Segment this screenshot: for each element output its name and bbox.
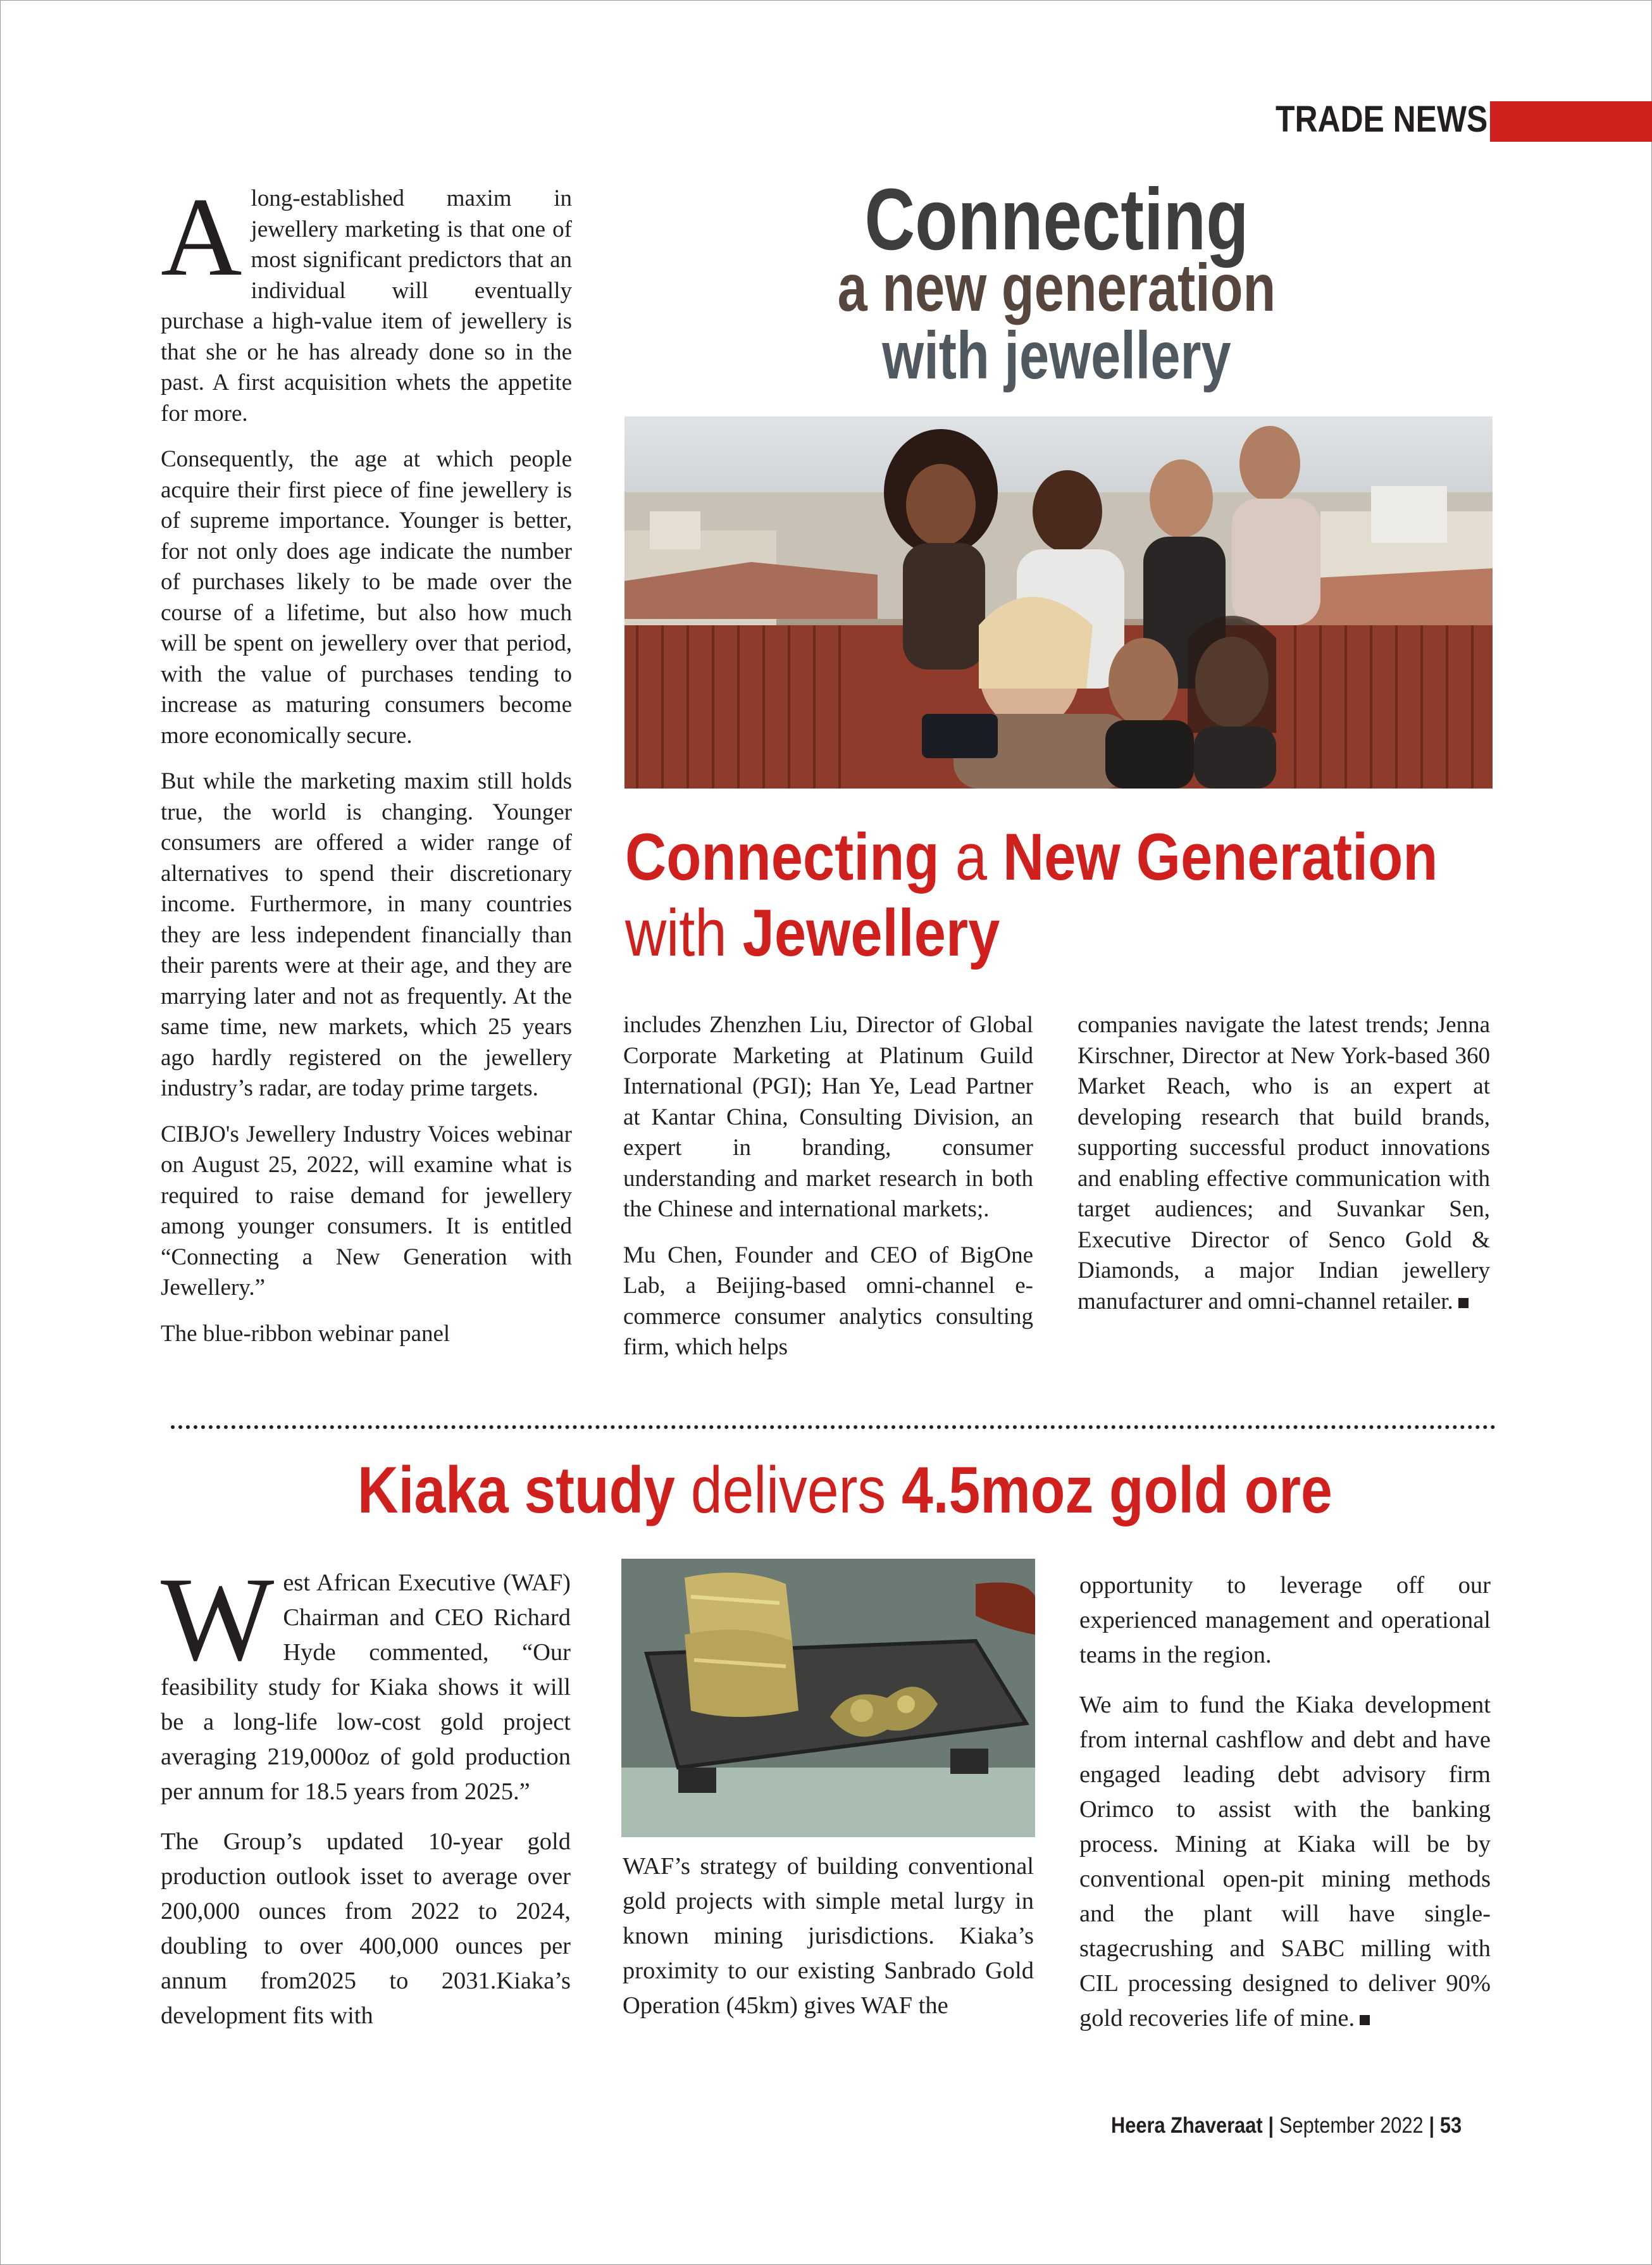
article1-col1-para-3: But while the marketing maxim still holds true, the world is changing. Younger consumers are offered a wider range of alternatives to spend their discretionary income. Furthermore, in many countries they are less independent financially than their parents were at their age, and they are marrying later and not as frequently. At the same time, new markets, which 25 years ago hardly registered on the jewellery industry’s radar, are today prime targets. [161, 768, 572, 1101]
article2-column-1 [161, 1553, 571, 2033]
headline-word-with: with [625, 896, 743, 970]
article2-col1-para-1 [161, 1553, 571, 1809]
article2-column-2 [623, 1849, 1034, 2023]
article1-col2-para-2: Mu Chen, Founder and CEO of BigOne Lab, a Beijing-based omni-channel e-commerce consumer analytics consulting firm, which helps [623, 1242, 1033, 1360]
article1-col2-para-1: includes Zhenzhen Liu, Director of Global Corporate Marketing at Platinum Guild International (PGI); Han Ye, Lead Partner at Kantar China, Consulting Division, an expert in branding, consumer understanding and market research in both the Chinese and international markets;. [623, 1012, 1033, 1222]
article1-col3-para-1 [1078, 1010, 1490, 1317]
group-selfie-photo [624, 416, 1493, 789]
issue-date: September 2022 [1279, 2113, 1424, 2138]
hero-title-line-3: with jewellery [882, 318, 1231, 393]
headline-word-jewellery: Jewellery [742, 896, 1000, 970]
article2-col1-para-2: The Group’s updated 10-year gold production outlook isset to average over 200,000 ounces from 2022 to 2024, doubling to over 400,000 ounces per annum from2025 to 2031.Kiaka’s development fits with [161, 1828, 571, 2029]
headline-word-connecting: Connecting [625, 820, 940, 894]
section-accent-bar [1490, 101, 1652, 142]
hero-title-line-1: Connecting [864, 171, 1249, 268]
article2-col1-para-1-text: est African Executive (WAF) Chairman and CEO Richard Hyde commented, “Our feasibility study for Kiaka shows it will be a long-life low-cost gold project averaging 219,000oz of gold production per annum for 18.5 years from 2025.” [161, 1569, 571, 1805]
dropcap-w: W [161, 1553, 275, 1686]
article1-headline-line-2 [625, 895, 1000, 971]
publication-name: Heera Zhaveraat [1111, 2113, 1263, 2138]
headline-word-new-generation: New Generation [1003, 820, 1438, 894]
article2-col3-para-2-text: We aim to fund the Kiaka development from internal cashflow and debt and have engaged leading debt advisory firm Orimco to assist with the banking process. Mining at Kiaka will be by conventional open-pit mining methods and the plant will have single-stagecrushing and SABC milling with CIL processing designed to deliver 90% gold recoveries life of mine. [1079, 1692, 1491, 2031]
article1-col3-para-1-text: companies navigate the latest trends; Jenna Kirschner, Director at New York-based 360 Market Reach, who is an expert at developing research that build brands, supporting successful product innovations and enabling effective communication with target audiences; and Suvankar Sen, Executive Director of Senco Gold & Diamonds, a major Indian jewellery manufacturer and omni-channel retailer. [1078, 1012, 1490, 1314]
article1-col1-para-1 [161, 174, 572, 429]
article2-headline [357, 1452, 1332, 1528]
gold-bars-photo [621, 1559, 1035, 1837]
page-number: 53 [1439, 2113, 1462, 2138]
headline-word-kiaka-study: Kiaka study [357, 1454, 676, 1527]
dropcap-a: A [161, 174, 242, 299]
headline-word-delivers: delivers [675, 1454, 902, 1527]
section-label: TRADE NEWS [1276, 99, 1488, 140]
article1-col1-para-1-text: long-established maxim in jewellery marketing is that one of most significant predictors that an individual will eventually purchase a high-value item of jewellery is that she or he has already done so in the past. A first acquisition whets the appetite for more. [161, 185, 572, 427]
article1-col1-para-4: CIBJO's Jewellery Industry Voices webinar on August 25, 2022, will examine what is required to raise demand for jewellery among younger consumers. It is entitled “Connecting a New Generation with Jewellery.” [161, 1121, 572, 1301]
article2-col3-para-2 [1079, 1688, 1491, 2036]
article2-col3-para-1: opportunity to leverage off our experienced management and operational teams in the region. [1079, 1572, 1491, 1668]
article1-column-3 [1078, 1010, 1490, 1317]
page-footer [1111, 2113, 1462, 2138]
article2-col2-para-1: WAF’s strategy of building conventional gold projects with simple metal lurgy in known mining jurisdictions. Kiaka’s proximity to our existing Sanbrado Gold Operation (45km) gives WAF the [623, 1853, 1034, 2019]
footer-separator: | [1268, 2113, 1274, 2138]
headline-word-a: a [939, 820, 1003, 894]
article1-headline-line-1 [625, 820, 1438, 895]
headline-word-gold-ore: 4.5moz gold ore [901, 1454, 1332, 1527]
article1-column-2 [623, 1010, 1033, 1363]
footer-separator: | [1429, 2113, 1435, 2138]
article1-col1-para-5: The blue-ribbon webinar panel [161, 1320, 450, 1347]
hero-title-line-2: a new generation [837, 251, 1276, 325]
end-of-article-mark [1458, 1298, 1469, 1308]
end-of-article-mark [1360, 2015, 1370, 2025]
article1-column-1 [161, 174, 572, 1349]
article-divider [171, 1425, 1496, 1429]
article1-col1-para-2: Consequently, the age at which people acquire their first piece of fine jewellery is of supreme importance. Younger is better, for not only does age indicate the number of purchases likely to be made over the course of a lifetime, but also how much will be spent on jewellery over that period, with the value of purchases tending to increase as maturing consumers become more economically secure. [161, 446, 572, 749]
article2-column-3 [1079, 1568, 1491, 2036]
